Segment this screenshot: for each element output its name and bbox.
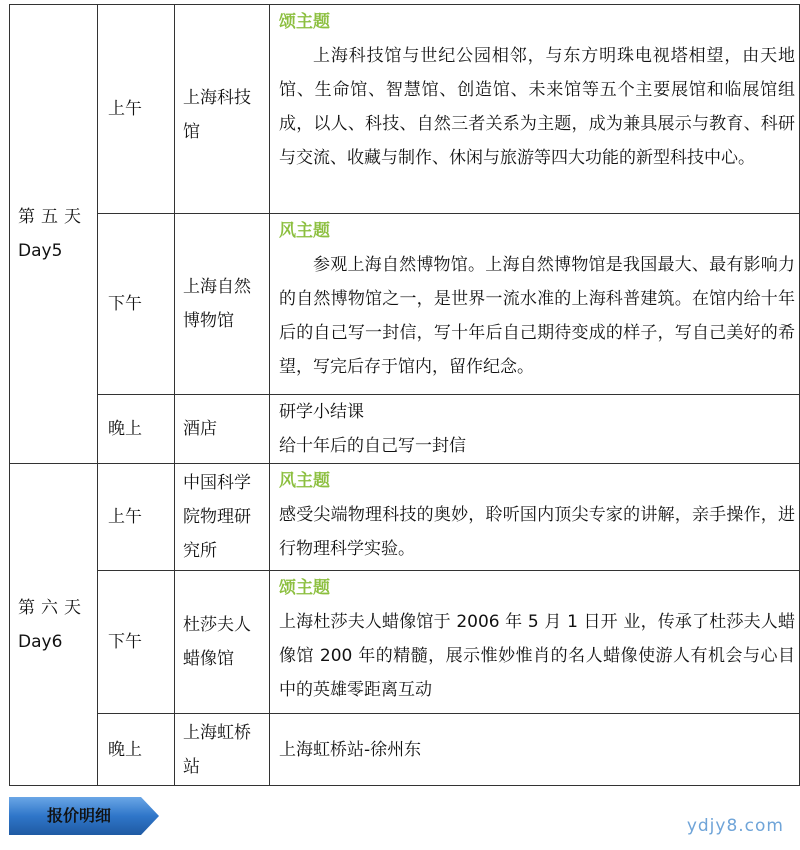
section-ribbon: [9, 797, 159, 835]
day5-afternoon-desc: 参观上海自然博物馆。上海自然博物馆是我国最大、最有影响力的自然博物馆之一，是世界一流水准的上海科普建筑。在馆内给十年后的自己写一封信，写十年后自己期待变成的样子，写自己美好的希望，写完后存于馆内，留作纪念。: [279, 255, 795, 377]
day5-morning-place-cell: [175, 5, 270, 214]
table-row: [10, 5, 800, 214]
day6-morning-time: 上午: [98, 464, 175, 571]
day6-morning-theme: 风主题: [279, 471, 330, 491]
day6-afternoon-place-cell: [175, 571, 270, 714]
table-row: [10, 395, 800, 464]
day6-evening-desc: 上海虹桥站-徐州东: [279, 739, 422, 760]
day6-label: 第六天: [18, 597, 87, 618]
day6-morning-place: 中国科学院物理研究所: [183, 473, 251, 561]
day6-afternoon-place: 杜莎夫人蜡像馆: [183, 615, 251, 669]
day5-morning-desc-cell: [270, 5, 800, 214]
table-row: [10, 214, 800, 395]
table-row: [10, 571, 800, 714]
day5-afternoon-theme: 风主题: [279, 221, 330, 241]
day6-morning-place-cell: [175, 464, 270, 571]
day6-morning-desc: 感受尖端物理科技的奥妙，聆听国内顶尖专家的讲解，亲手操作，进行物理科学实验。: [279, 505, 795, 559]
day5-label: 第五天: [18, 207, 87, 227]
day5-morning-time: 上午: [98, 5, 175, 214]
day6-afternoon-time: 下午: [98, 571, 175, 714]
day6-afternoon-desc: 上海杜莎夫人蜡像馆于 2006 年 5 月 1 日开 业，传承了杜莎夫人蜡像馆 200 年的精髓，展示惟妙惟肖的名人蜡像使游人有机会与心目中的英雄零距离互动: [279, 612, 795, 700]
section-ribbon-label: 报价明细: [46, 806, 111, 825]
day5-label-cell: [10, 5, 98, 464]
day5-label-en: Day5: [18, 241, 63, 261]
day5-morning-theme: 颂主题: [279, 12, 330, 32]
day5-morning-place: 上海科技馆: [183, 88, 251, 142]
table-row: [10, 714, 800, 786]
day6-evening-desc-cell: [270, 714, 800, 786]
table-row: [10, 464, 800, 571]
itinerary-table: [9, 4, 800, 786]
day5-evening-line2: 给十年后的自己写一封信: [279, 436, 466, 456]
day6-morning-desc-cell: [270, 464, 800, 571]
day5-evening-desc-cell: [270, 395, 800, 464]
day6-label-cell: [10, 464, 98, 786]
day5-afternoon-place: 上海自然博物馆: [183, 277, 251, 331]
day6-label-en: Day6: [18, 631, 63, 652]
day6-afternoon-desc-cell: [270, 571, 800, 714]
day5-evening-line1: 研学小结课: [279, 402, 364, 422]
watermark: ydjy8.com: [686, 816, 784, 836]
day5-afternoon-desc-cell: [270, 214, 800, 395]
day6-evening-place: 上海虹桥站: [183, 722, 251, 777]
day6-evening-time: 晚上: [98, 714, 175, 786]
day5-afternoon-time: 下午: [98, 214, 175, 395]
day6-evening-place-cell: [175, 714, 270, 786]
day5-afternoon-place-cell: [175, 214, 270, 395]
day5-evening-place: 酒店: [183, 419, 217, 439]
day6-afternoon-theme: 颂主题: [279, 578, 330, 598]
day5-morning-desc: 上海科技馆与世纪公园相邻，与东方明珠电视塔相望，由天地馆、生命馆、智慧馆、创造馆、未来馆等五个主要展馆和临展馆组成，以人、科技、自然三者关系为主题，成为兼具展示与教育、科研与交流、收藏与制作、休闲与旅游等四大功能的新型科技中心。: [279, 46, 795, 168]
day5-evening-time: 晚上: [98, 395, 175, 464]
day5-evening-place-cell: [175, 395, 270, 464]
